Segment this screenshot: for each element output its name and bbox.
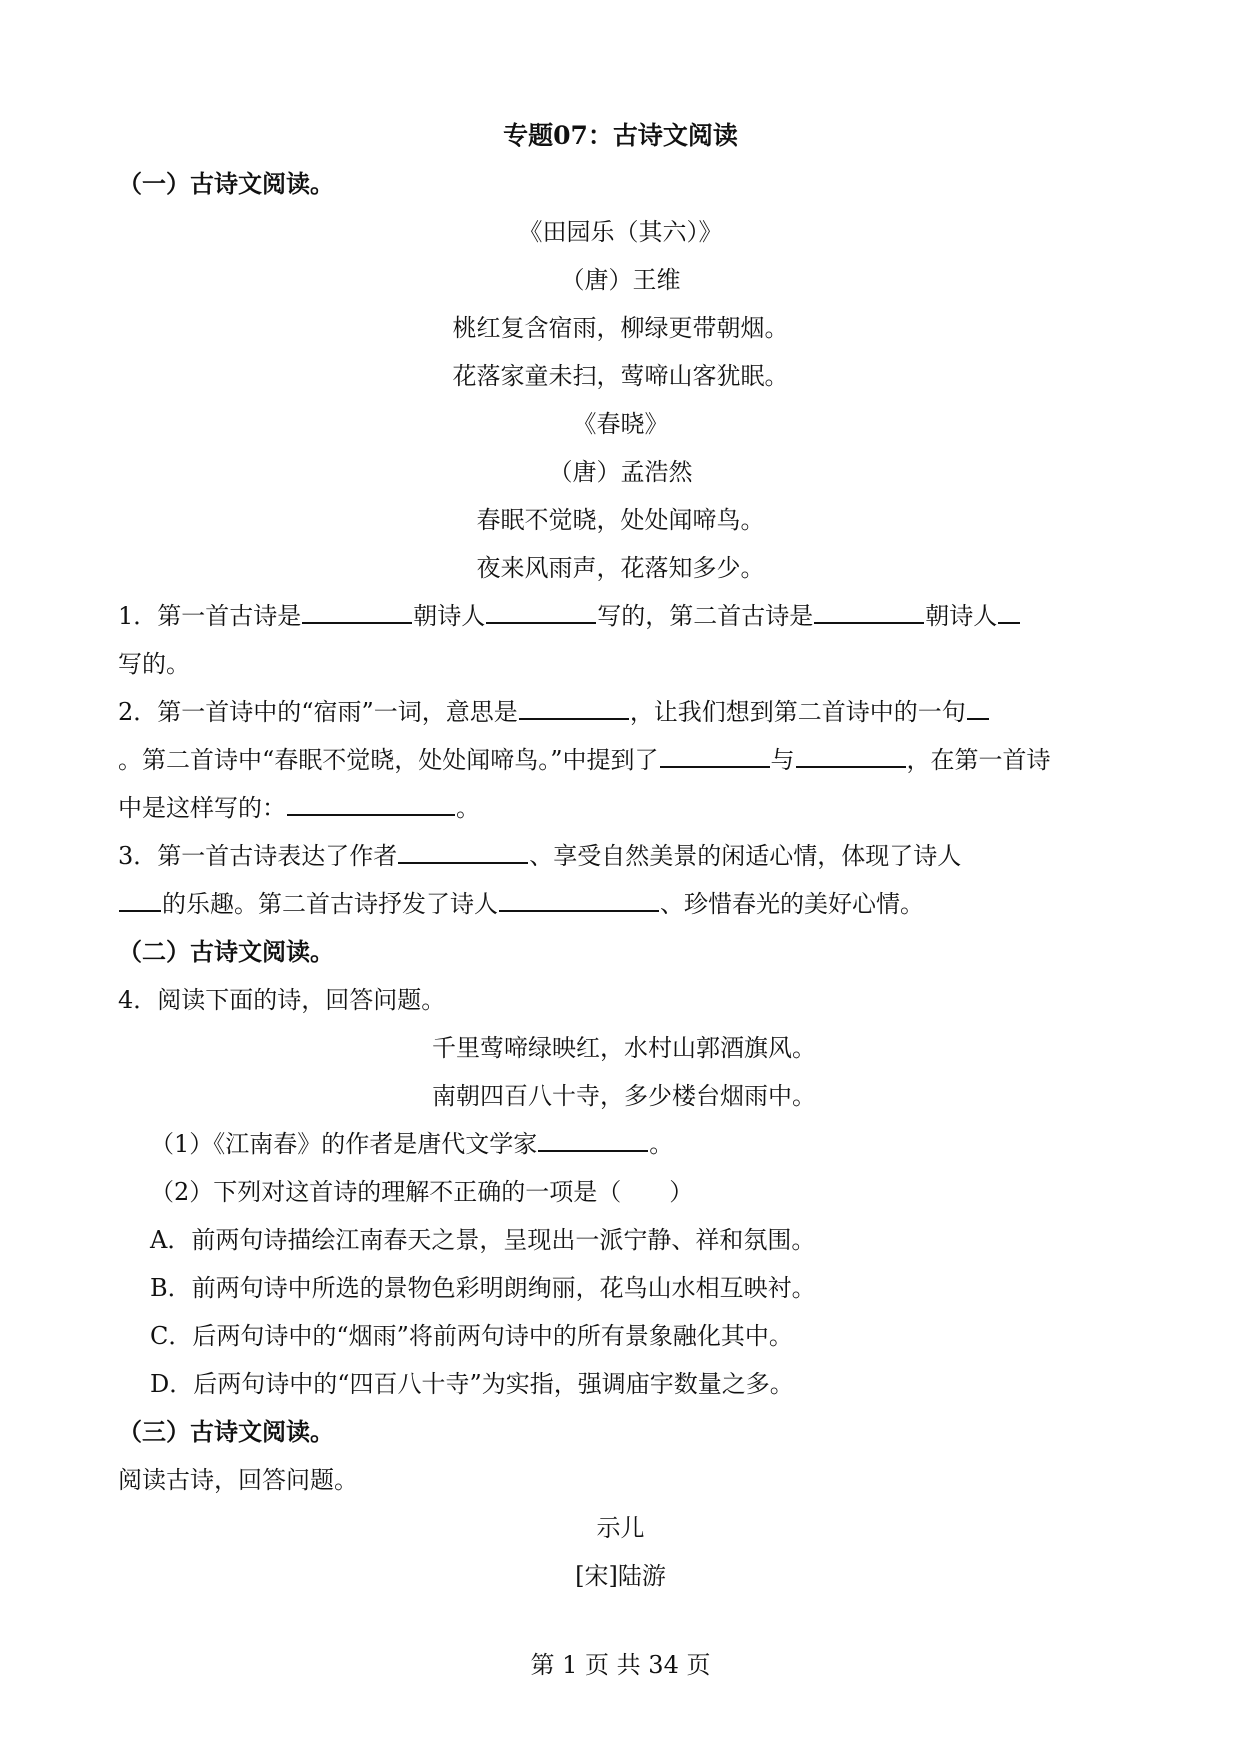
poem2-author: （唐）孟浩然 [548,458,693,486]
option-c[interactable]: C．后两句诗中的“烟雨”将前两句诗中的所有景象融化其中。 [150,1322,793,1350]
poem1-title: 《田园乐（其六）》 [518,218,723,246]
answer-blank[interactable] [398,840,528,864]
q1-text-2: 朝诗人 [413,602,486,630]
poem3-line2: 南朝四百八十寺，多少楼台烟雨中。 [432,1082,816,1110]
answer-blank[interactable] [119,888,161,912]
poem2-line1: 春眠不觉晓，处处闻啼鸟。 [476,506,765,534]
section-heading-2: （二）古诗文阅读。 [118,937,334,966]
option-d[interactable]: D．后两句诗中的“四百八十寺”为实指，强调庙宇数量之多。 [150,1370,794,1398]
q2-text-7: 。 [456,794,480,822]
answer-blank[interactable] [519,696,629,720]
answer-blank[interactable] [302,600,412,624]
q2-text-4: 与 [770,746,795,774]
sub1-text-1: （1）《江南春》的作者是唐代文学家 [150,1130,538,1158]
question-2-cont [118,743,1241,777]
q2-text-5: ，在第一首诗 [906,746,1051,774]
q2-text-3: 。第二首诗中“春眠不觉晓，处处闻啼鸟。”中提到了 [118,746,659,774]
answer-blank[interactable] [796,744,906,768]
question-2 [118,695,1241,729]
page-footer: 第 1 页 共 34 页 [530,1651,711,1679]
q3-text-3: 的乐趣。第二首古诗抒发了诗人 [162,890,498,918]
sub-question-2: （2）下列对这首诗的理解不正确的一项是（ ） [150,1178,694,1206]
q2-text-6: 中是这样写的： [118,794,286,822]
question-3 [118,839,1241,873]
question-2-cont2 [118,791,1241,825]
q1-text-5: 写的。 [118,650,190,678]
q3-text-2: 、享受自然美景的闲适心情，体现了诗人 [529,842,962,870]
q3-text-1: 3．第一首古诗表达了作者 [118,842,398,870]
answer-blank[interactable] [967,696,989,720]
q1-text-4: 朝诗人 [925,602,998,630]
answer-blank[interactable] [998,600,1020,624]
poem4-title: 示儿 [596,1514,645,1542]
answer-blank[interactable] [499,888,659,912]
question-3-cont [118,887,1241,921]
poem4-author: [宋]陆游 [575,1562,666,1590]
poem1-author: （唐）王维 [560,266,681,294]
answer-blank[interactable] [486,600,596,624]
poem3-line1: 千里莺啼绿映红，水村山郭酒旗风。 [432,1034,816,1062]
answer-blank[interactable] [287,792,455,816]
option-b[interactable]: B．前两句诗中所选的景物色彩明朗绚丽，花鸟山水相互映衬。 [150,1274,816,1302]
q1-text-3: 写的，第二首古诗是 [597,602,814,630]
answer-blank[interactable] [538,1128,648,1152]
section3-instruction: 阅读古诗，回答问题。 [118,1466,358,1494]
poem2-title: 《春晓》 [572,410,669,438]
sub1-text-2: 。 [649,1130,674,1158]
q3-text-4: 、珍惜春光的美好心情。 [660,890,924,918]
answer-blank[interactable] [660,744,770,768]
answer-blank[interactable] [814,600,924,624]
question-4: 4．阅读下面的诗，回答问题。 [118,986,446,1014]
poem2-line2: 夜来风雨声，花落知多少。 [476,554,765,582]
section-heading-3: （三）古诗文阅读。 [118,1417,334,1446]
question-1 [118,599,1241,633]
q2-text-1: 2．第一首诗中的“宿雨”一词，意思是 [118,698,518,726]
q1-text-1: 1．第一首古诗是 [118,602,302,630]
poem1-line2: 花落家童未扫，莺啼山客犹眠。 [452,362,789,390]
poem1-line1: 桃红复含宿雨，柳绿更带朝烟。 [452,314,789,342]
section-heading-1: （一）古诗文阅读。 [118,169,334,198]
page-title: 专题07：古诗文阅读 [503,121,738,150]
q2-text-2: ，让我们想到第二首诗中的一句 [629,698,966,726]
sub-question-1 [150,1127,1241,1161]
option-a[interactable]: A．前两句诗描绘江南春天之景，呈现出一派宁静、祥和氛围。 [150,1226,816,1254]
